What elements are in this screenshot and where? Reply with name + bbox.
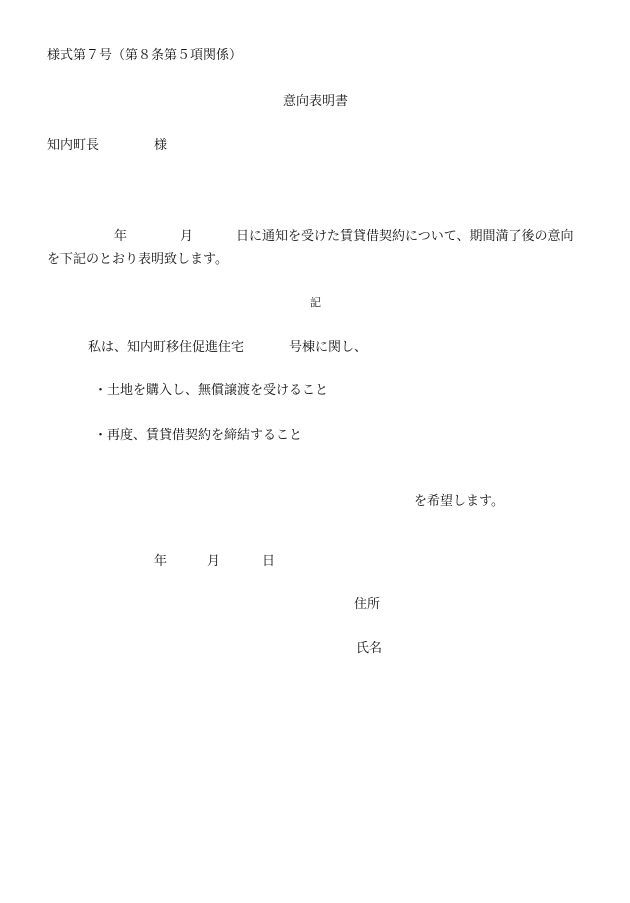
intro-line2: を下記のとおり表明致します。 bbox=[47, 252, 228, 267]
option-renew-lease: ・再度、賃貸借契約を締結すること bbox=[94, 428, 303, 443]
address-label: 住所 bbox=[354, 597, 381, 612]
name-label: 氏名 bbox=[356, 641, 383, 656]
document-title: 意向表明書 bbox=[283, 94, 349, 109]
intro-year: 年 bbox=[114, 229, 128, 244]
wish-text: を希望します。 bbox=[414, 494, 504, 509]
date-year: 年 bbox=[154, 554, 168, 569]
date-day: 日 bbox=[262, 554, 276, 569]
intro-month: 月 bbox=[180, 229, 194, 244]
statement-part1: 私は、知内町移住促進住宅 bbox=[88, 340, 245, 355]
ki-heading: 記 bbox=[310, 296, 321, 309]
addressee-label: 知内町長 bbox=[47, 138, 100, 153]
addressee-honorific: 様 bbox=[154, 138, 168, 153]
form-number: 様式第７号（第８条第５項関係） bbox=[47, 48, 243, 63]
option-purchase-land: ・土地を購入し、無償譲渡を受けること bbox=[94, 383, 329, 398]
intro-line1: 日に通知を受けた賃貸借契約について、期間満了後の意向 bbox=[236, 229, 574, 244]
statement-part2: 号棟に関し、 bbox=[289, 340, 368, 355]
date-month: 月 bbox=[207, 554, 221, 569]
